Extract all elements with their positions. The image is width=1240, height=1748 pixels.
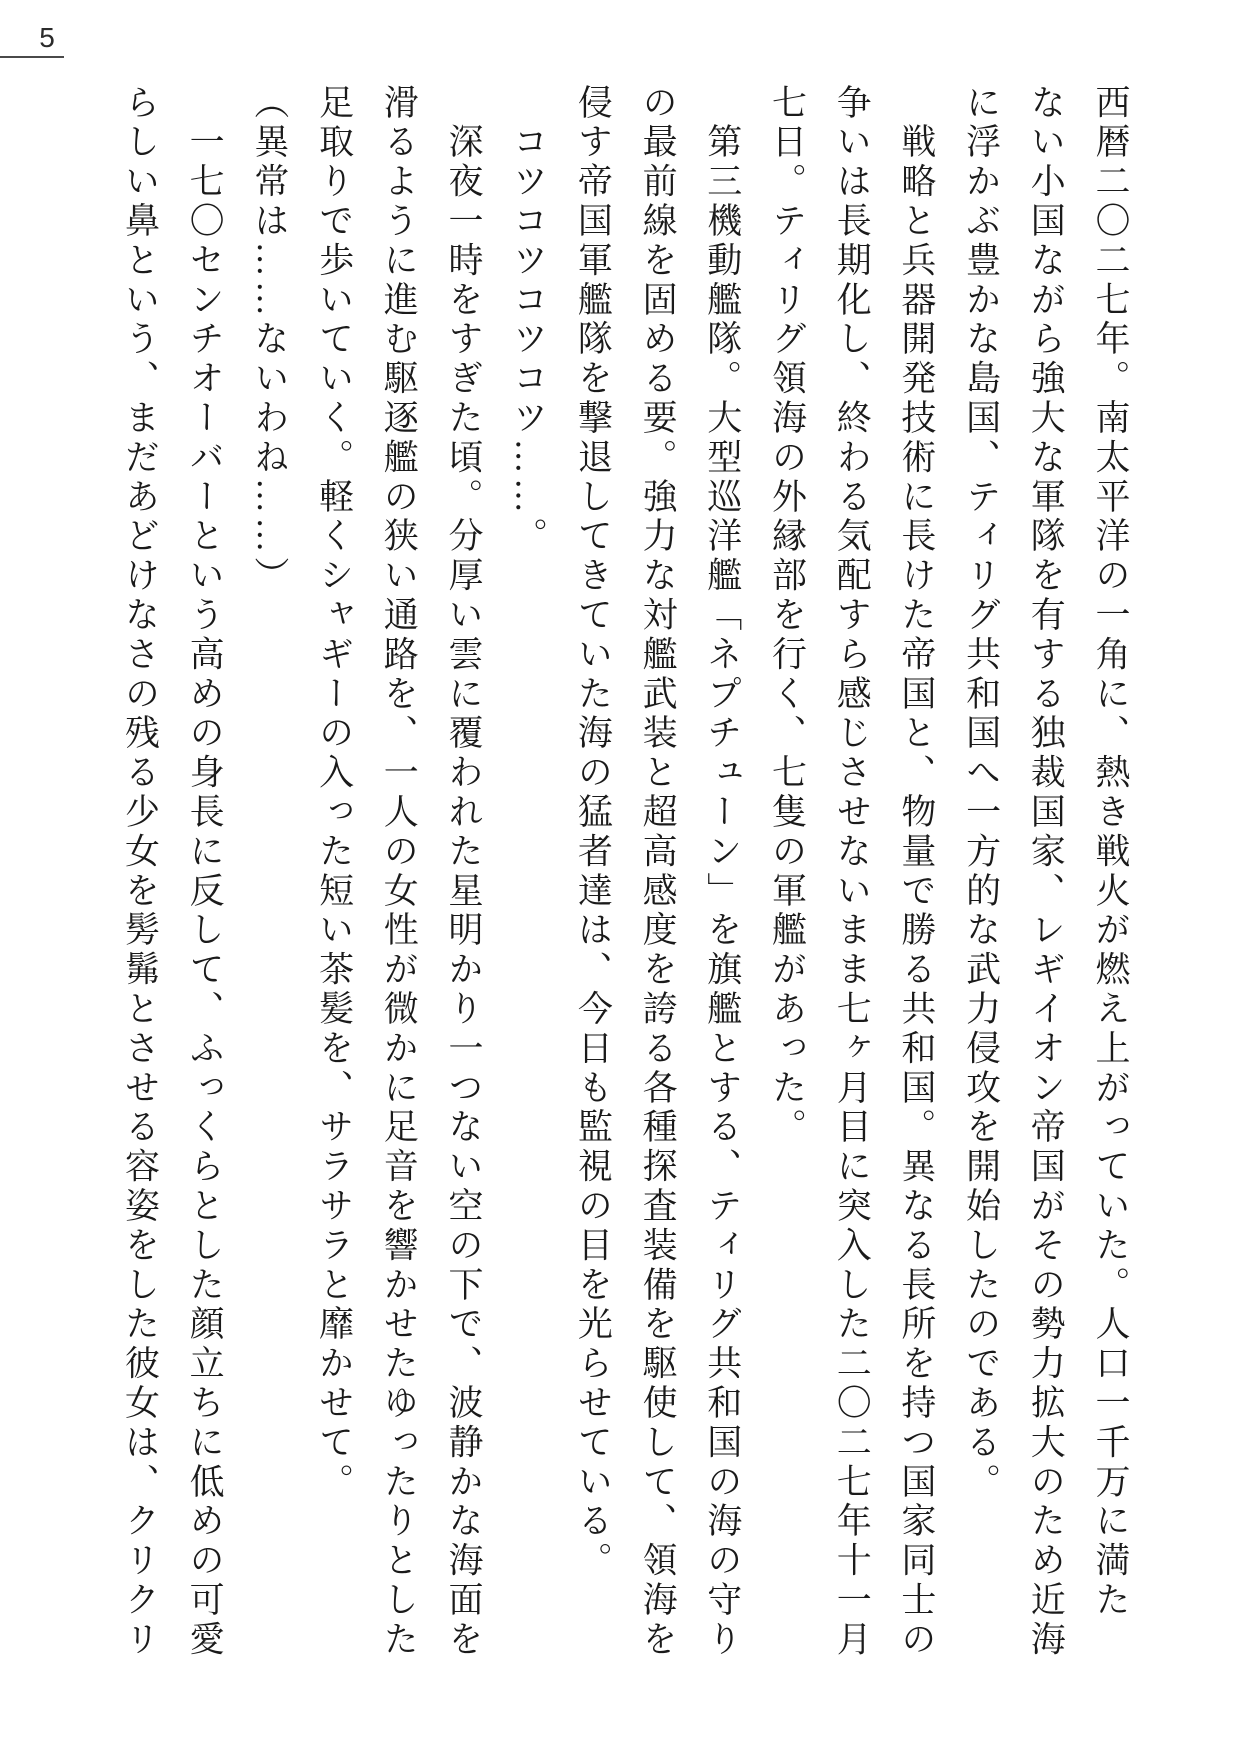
text-line: ない小国ながら強大な軍隊を有する独裁国家、レギイオン帝国がその勢力拡大のため近海 [1026,84,1066,1660]
text-line: 足取りで歩いていく。軽くシャギーの入った短い茶髪を、サラサラと靡かせて。 [314,84,354,1503]
text-line: 滑るように進む駆逐艦の狭い通路を、一人の女性が微かに足音を響かせたゆったりとした [379,84,419,1660]
text-line: 侵す帝国軍艦隊を撃退してきていた海の猛者達は、今日も監視の目を光らせている。 [573,84,613,1582]
text-line: の最前線を固める要。強力な対艦武装と超高感度を誇る各種探査装備を駆使して、領海を [638,84,678,1660]
text-line: （異常は……ないわね……） [249,84,289,597]
text-line: 七日。ティリグ領海の外縁部を行く、七隻の軍艦があった。 [767,84,807,1148]
text-line: 西暦二〇二七年。南太平洋の一角に、熱き戦火が燃え上がっていた。人口一千万に満た [1091,84,1130,1621]
text-line: 戦略と兵器開発技術に長けた帝国と、物量で勝る共和国。異なる長所を持つ国家同士の [896,84,936,1661]
text-line: 第三機動艦隊。大型巡洋艦「ネプチューン」を旗艦とする、ティリグ共和国の海の守り [702,84,742,1660]
text-line: らしい鼻という、まだあどけなさの残る少女を髣髴とさせる容姿をした彼女は、クリクリ [120,84,160,1660]
page-number-rule [0,56,64,58]
text-line: 深夜一時をすぎた頃。分厚い雲に覆われた星明かり一つない空の下で、波静かな海面を [443,84,483,1661]
text-line: コツコツコツコツ……。 [508,84,548,557]
text-line: 争いは長期化し、終わる気配すら感じさせないまま七ヶ月目に突入した二〇二七年十一月 [832,84,872,1660]
page-number: 5 [39,22,55,53]
text-line: 一七〇センチオーバーという高めの身長に反して、ふっくらとした顔立ちに低めの可愛 [185,84,225,1660]
text-line: に浮かぶ豊かな島国、ティリグ共和国へ一方的な武力侵攻を開始したのである。 [961,84,1001,1503]
body-text [107,84,1142,1724]
